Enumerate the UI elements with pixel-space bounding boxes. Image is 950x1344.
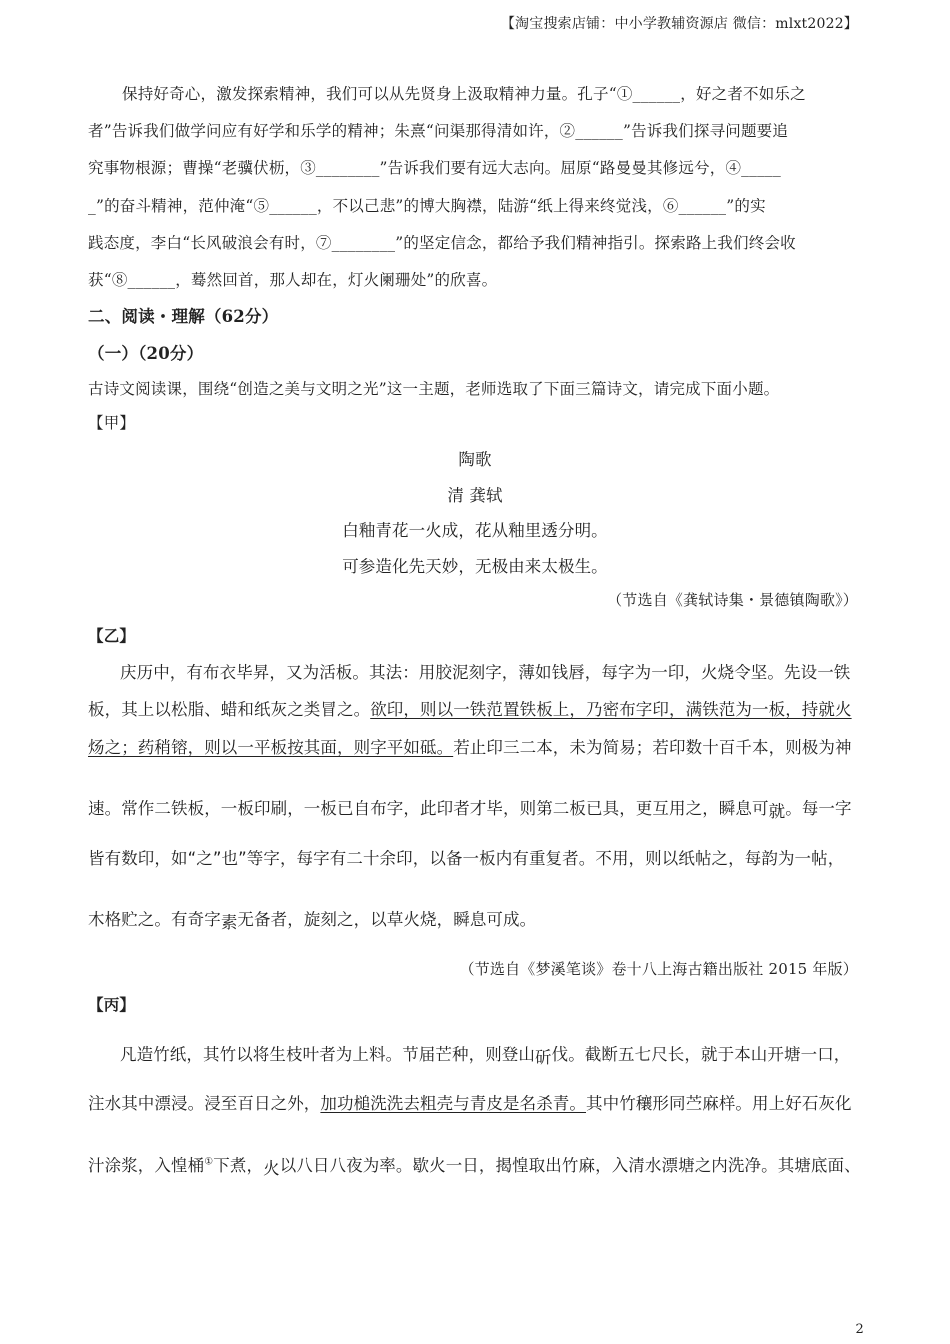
plain-text: 速。常作二铁板，一板印刷，一板已自布字，此印者才毕，则第二板已具，更互用之，瞬息可 bbox=[88, 799, 769, 818]
section-heading: 二、阅读・理解（62分） bbox=[88, 307, 279, 326]
poem-line: 可参造化先天妙，无极由来太极生。 bbox=[342, 557, 608, 576]
passage-line: _”的奋斗精神，范仲淹“⑤______，不以己悲”的博大胸襟，陆游“纸上得来终觉浅，⑥______”的实 bbox=[88, 197, 766, 215]
passage-line: 皆有数印，如“之”也”等字，每字有二十余印，以备一板内有重复者。不用，则以纸帖之，每韵为一帖， bbox=[88, 849, 845, 868]
underlined-sentence: 炀之；药稍镕，则以一平板按其面，则字平如砥。 bbox=[88, 738, 454, 757]
passage-line bbox=[88, 1090, 852, 1114]
poem-source: （节选自《龚轼诗集・景德镇陶歌》） bbox=[607, 591, 858, 609]
plain-text: 凡造竹纸，其竹以将生枝叶者为上料。节届芒种，则登山 bbox=[120, 1045, 535, 1064]
plain-text: 注水其中漂浸。浸至百日之外， bbox=[88, 1094, 321, 1113]
passage-line: 践态度，李白“长风破浪会有时，⑦________”的坚定信念，都给予我们精神指引。探索路上我们终会收 bbox=[88, 234, 796, 252]
passage-line bbox=[88, 1152, 861, 1176]
passage-line bbox=[120, 1041, 850, 1065]
plain-text: 板，其上以松脂、蜡和纸灰之类冒之。 bbox=[88, 700, 371, 719]
underlined-sentence: 加功槌洗洗去粗壳与青皮是名杀青。 bbox=[320, 1094, 587, 1113]
sub-heading: （一）（20分） bbox=[88, 344, 204, 363]
passage-line bbox=[88, 696, 852, 720]
plain-text: 木格贮之。有奇字 bbox=[88, 910, 221, 929]
plain-text: 无备者，旋刻之，以草火烧，瞬息可成。 bbox=[237, 910, 537, 929]
poem-author: 清 龚轼 bbox=[447, 486, 503, 505]
plain-text: 若止印三二本，未为简易；若印数十百千本，则极为神 bbox=[453, 738, 852, 757]
plain-text: 伐。截断五七尺长，就于本山开塘一口， bbox=[551, 1045, 851, 1064]
plain-text: 其中竹穰形同苎麻样。用上好石灰化 bbox=[586, 1094, 852, 1113]
poem-title: 陶歌 bbox=[458, 450, 492, 469]
passage-line: 者”告诉我们做学问应有好学和乐学的精神；朱熹“问渠那得清如许，②______”告诉我们探寻问题要追 bbox=[88, 122, 789, 140]
passage-line: 究事物根源；曹操“老骥伏枥，③________”告诉我们要有远大志向。屈原“路曼曼其修远兮，④_____ bbox=[88, 159, 781, 177]
page-header: 【淘宝搜索店铺：中小学教辅资源店 微信：mlxt2022】 bbox=[500, 16, 858, 32]
marked-char: 斫 bbox=[535, 1048, 552, 1067]
passage-line bbox=[88, 734, 852, 758]
poem-line: 白釉青花一火成，花从釉里透分明。 bbox=[342, 521, 608, 540]
passage-line: 获“⑧______，蓦然回首，那人却在，灯火阑珊处”的欣喜。 bbox=[88, 271, 498, 289]
marked-char: 火 bbox=[263, 1159, 280, 1178]
underlined-sentence: 欲印，则以一铁范置铁板上，乃密布字印，满铁范为一板，持就火 bbox=[370, 700, 852, 719]
plain-text: 以八日八夜为率。歇火一日，揭惶取出竹麻，入清水漂塘之内洗净。其塘底面、 bbox=[279, 1156, 861, 1175]
passage-line bbox=[88, 795, 852, 819]
plain-text: 汁涂浆，入惶桶 bbox=[88, 1156, 205, 1175]
label-yi: 【乙】 bbox=[88, 626, 136, 645]
passage-line: 庆历中，有布衣毕昇，又为活板。其法：用胶泥刻字，薄如钱唇，每字为一印，火烧令坚。先设一铁 bbox=[120, 663, 851, 682]
intro-text: 古诗文阅读课，围绕“创造之美与文明之光”这一主题，老师选取了下面三篇诗文，请完成下面小题。 bbox=[88, 380, 780, 398]
label-bing: 【丙】 bbox=[88, 995, 136, 1014]
plain-text: 。每一字 bbox=[785, 799, 852, 818]
marked-char: 素 bbox=[220, 913, 238, 932]
marked-char: 就 bbox=[768, 802, 786, 821]
passage-line bbox=[88, 906, 536, 930]
passage-source: （节选自《梦溪笔谈》卷十八上海古籍出版社 2015 年版） bbox=[459, 960, 858, 978]
plain-text: 下煮， bbox=[213, 1156, 264, 1175]
page-number: 2 bbox=[855, 1322, 864, 1337]
footnote-mark: ① bbox=[204, 1156, 214, 1168]
passage-line: 保持好奇心，激发探索精神，我们可以从先贤身上汲取精神力量。孔子“①______，好之者不如乐之 bbox=[122, 85, 806, 103]
label-jia: 【甲】 bbox=[88, 414, 136, 432]
